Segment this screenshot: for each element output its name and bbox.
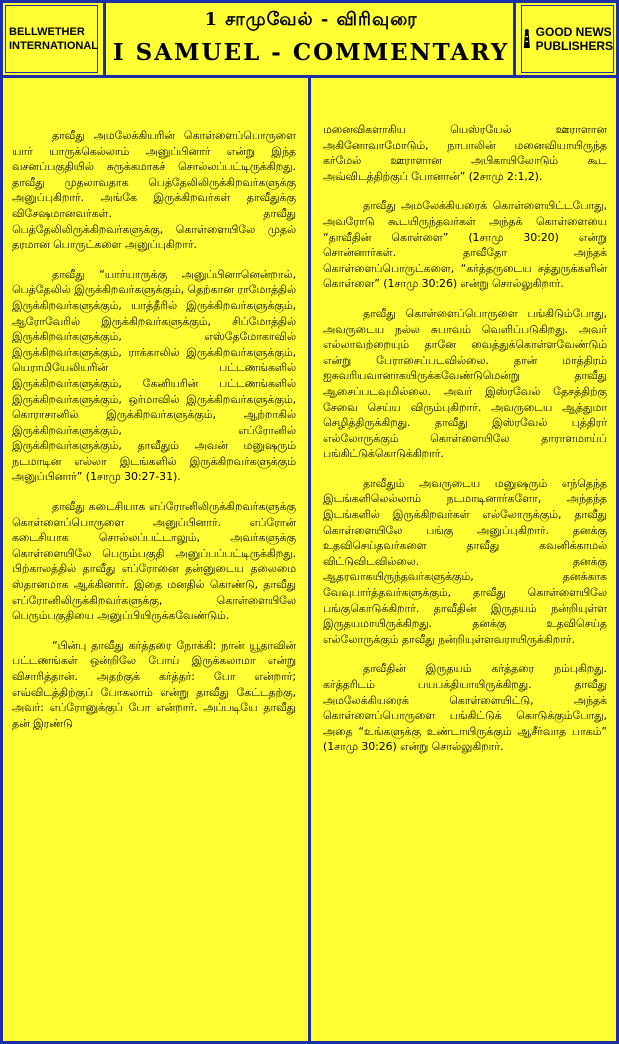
- right-logo-line2: PUBLISHERS: [535, 39, 613, 53]
- paragraph: தாவீதின் இருதயம் கர்த்தரை நம்புகிறது. கர்த்தரிடம் பயபக்தியாயிருக்கிறது. தாவீது அமலேக்கியரைக் கொள்ளையிட்டு, அந்தக் கொள்ளைப்பொருளை பங்கிட்டுக் கொடுக்கும்போது, அதை “உங்களுக்கு உண்டாயிருக்கும் ஆசீர்வாத பாகம்” (1சாமு 30:26) என்று சொல்லுகிறார்.: [323, 662, 607, 754]
- paragraph: தாவீதும் அவருடைய மனுஷரும் எந்தெந்த இடங்களிலெல்லாம் நடமாடினார்களோ, அந்தந்த இடங்களில் இருக்கிறவர்கள் எல்லோருக்கும், தாவீது கொள்ளையிலே பங்கு அனுப்புகிறார். தனக்கு உதவிசெய்தவர்களை தாவீது கவனிக்காமல் விட்டுவிடவில்லை. தனக்கு ஆதரவாகயிருந்தவர்களுக்கும், தனக்காக வேவுபார்த்தவர்களுக்கும், தாவீது கொள்ளையிலே பங்குகொடுக்கிறார். தாவீதின் இருதயம் நன்றியுள்ள இருதயமாயிருக்கிறது. தனக்கு உதவிசெய்த எல்லோருக்கும் தாவீது நன்றியுள்ளவராயிருக்கிறார்.: [323, 476, 607, 646]
- paragraph: தாவீது அமலேக்கியரின் கொள்ளைப்பொருளை யார் யாருக்கெல்லாம் அனுப்பினார் என்று இந்த வசனப்பகுதியில் சுருக்கமாகச் சொல்லப்பட்டிருக்கிறது. தாவீது முதலாவதாக பெத்தேலிலிருக்கிறவர்களுக்கு அனுப்புகிறார். அங்கே இருக்கிறவர்கள் தாவீதுக்கு விசேஷமானவர்கள். தாவீது பெத்தேலிலிருக்கிறவர்களுக்கு, கொள்ளையிலே முதல் தரமான பொருட்களை அனுப்புகிறார்.: [12, 129, 296, 252]
- bellwether-logo-text: [9, 25, 98, 53]
- paragraph: தாவீது கடைசியாக எப்ரோனிலிருக்கிறவர்களுக்கு கொள்ளைப்பொருளை அனுப்பினார். எப்ரோன் கடைசியாக சொல்லப்பட்டாலும், அவர்களுக்கு கொள்ளையிலே பெரும்பகுதி அனுப்பப்பட்டிருக்கிறது. பிற்காலத்தில் தாவீது எப்ரோனை தன்னுடைய தலைமை ஸ்தானமாக ஆக்கினார். இதை மனதில் கொண்டு, தாவீது எப்ரோனிலிருக்கிறவர்களுக்கு, கொள்ளையிலே பெரும்பகுதியை அனுப்பியிருக்கவேண்டும்.: [12, 500, 296, 623]
- commentary-body: [0, 78, 619, 1044]
- good-news-logo-text: [536, 25, 613, 53]
- paragraph: தாவீது கொள்ளைப்பொருளை பங்கிடும்போது, அவருடைய நல்ல சுபாவம் வெளிப்படுகிறது. அவர் எல்லாவற்றையும் தானே வைத்துக்கொள்ளவேண்டும் என்று பேராசைப்படவில்லை. தான் மாத்திரம் ஐசுவரியவானாகயிருக்கவேண்டுமென்று தாவீது ஆசைப்படவுமில்லை. அவர் இஸ்ரவேல் தேசத்திற்கு சேவை செய்ய விரும்புகிறார். அவருடைய ஆத்துமா செழித்திருக்கிறது. தாவீது இஸ்ரவேல் புத்திரர் எல்லோருக்கும் கொள்ளையிலே தாராளமாய்ப் பங்கிட்டுக்கொடுக்கிறார்.: [323, 306, 607, 461]
- paragraph: தாவீது அமலேக்கியரைக் கொள்ளையிட்டபோது, அவரோடு கூடயிருந்தவர்கள் அந்தக் கொள்ளையை “தாவீதின் கொள்ளை” (1சாமு 30:20) என்று சொன்னார்கள். தாவீதோ அந்தக் கொள்ளைப்பொருட்களை, “கர்த்தருடைய சத்துருக்களின் கொள்ளை” (1சாமு 30:26) என்று சொல்லுகிறார்.: [323, 199, 607, 291]
- page-header: [0, 0, 619, 78]
- left-logo-line1: BELLWETHER: [9, 26, 85, 38]
- good-news-logo: [513, 0, 619, 78]
- left-column: [0, 78, 311, 1044]
- page-title-english: I SAMUEL - COMMENTARY: [112, 39, 510, 66]
- lighthouse-icon: [522, 22, 532, 56]
- left-logo-line2: INTERNATIONAL: [9, 40, 99, 52]
- paragraph: தாவீது “யார்யாருக்கு அனுப்பினானென்றால், பெத்தேலில் இருக்கிறவர்களுக்கும், தெற்கான ராமோத்தில் இருக்கிறவர்களுக்கும், யாத்தீரில் இருக்கிறவர்களுக்கும், ஆரோவேரில் இருக்கிறவர்களுக்கும், சிப்மோத்தில் இருக்கிறவர்களுக்கும், எஸ்தேமோகாவில் இருக்கிறவர்களுக்கும், ராக்காலில் இருக்கிறவர்களுக்கும், யெராமியேலியரின் பட்டணங்களில் இருக்கிறவர்களுக்கும், கேனியரின் பட்டணங்களில் இருக்கிறவர்களுக்கும், ஒர்மாவில் இருக்கிறவர்களுக்கும், கொராசானில் இருக்கிறவர்களுக்கும், ஆற்றாகில் இருக்கிறவர்களுக்கும், எப்ரோனில் இருக்கிறவர்களுக்கும், தாவீதும் அவன் மனுஷரும் நடமாடின எல்லா இடங்களில் இருக்கிறவர்களுக்கும் அனுப்பினார்” (1சாமு 30:27-31).: [12, 267, 296, 484]
- paragraph: மனைவிகளாகிய யெஸ்ரயேல் ஊராளான அகினோவாமோடும், நாபாலின் மனைவியாயிருந்த கர்மேல் ஊராளான அபிகாயிலோடும் கூட அவ்விடத்திற்குப் போனான்” (2சாமு 2:1,2).: [323, 123, 607, 183]
- right-logo-line1: GOOD NEWS: [535, 25, 612, 39]
- page-title-tamil: 1 சாமுவேல் - விரிவுரை: [204, 9, 418, 30]
- bellwether-logo: [0, 0, 106, 78]
- title-block: [109, 0, 513, 78]
- paragraph: “பின்பு தாவீது கர்த்தரை நோக்கி: நான் யூதாவின் பட்டணங்கள் ஒன்றிலே போய் இருக்கலாமா என்று விசாரித்தான். அதற்குக் கர்த்தர்: போ என்றார்; எவ்விடத்திற்குப் போகலாம் என்று தாவீது கேட்டதற்கு, அவர்: எப்ரோனுக்குப் போ என்றார். அப்படியே தாவீது தன் இரண்டு: [12, 638, 296, 730]
- right-column: [311, 78, 619, 1044]
